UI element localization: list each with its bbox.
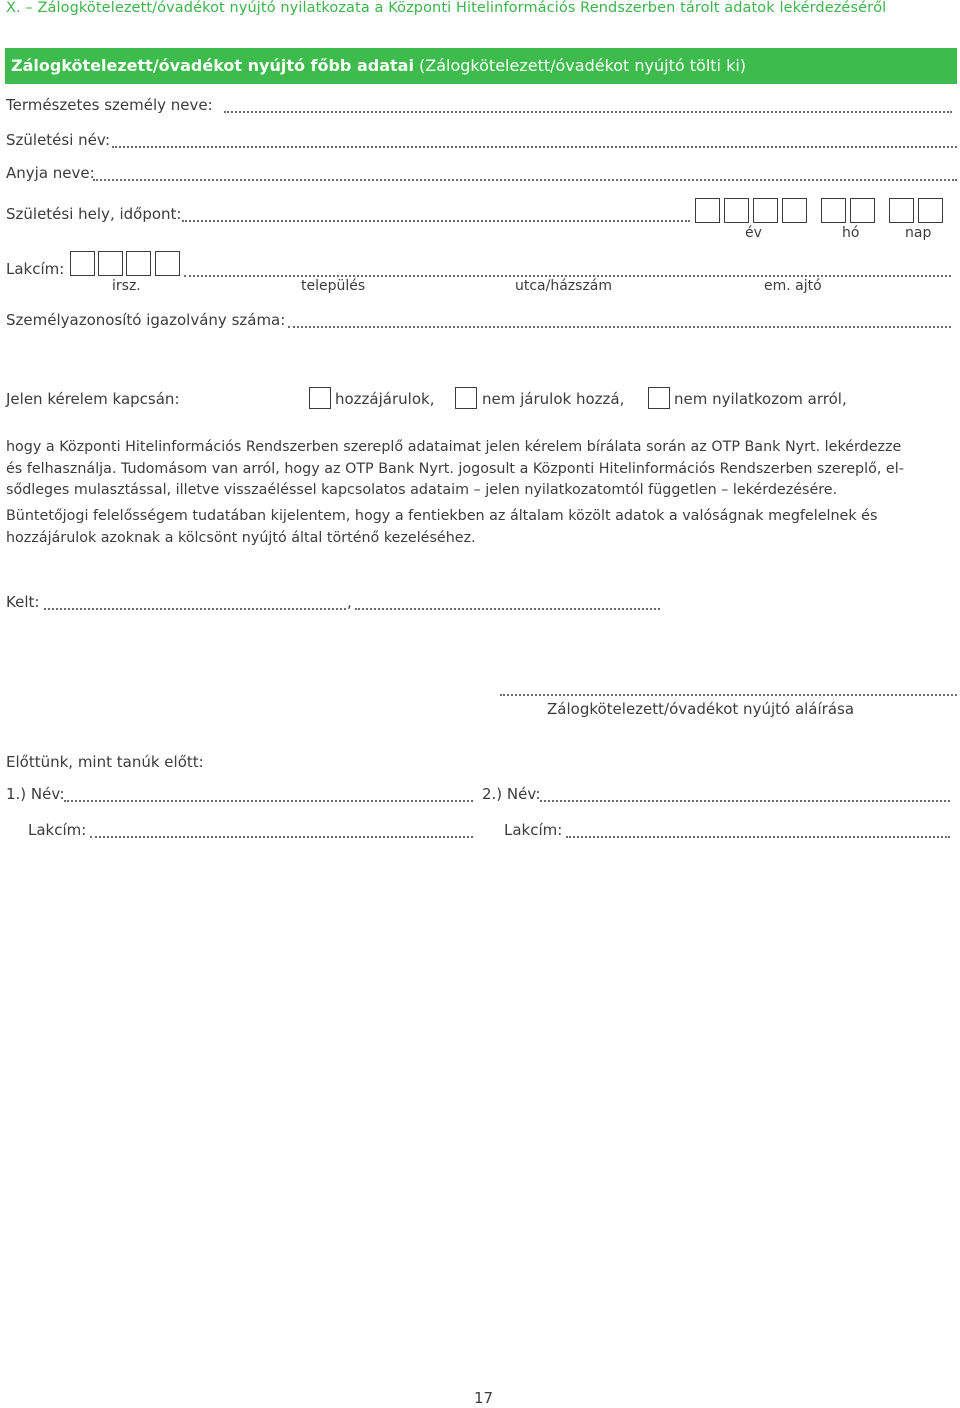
floor-door-caption: em. ajtó — [764, 278, 822, 294]
witness-1-address-field[interactable] — [90, 822, 473, 838]
witness-1-name-label: 1.) Név: — [6, 785, 65, 803]
dated-date-field[interactable] — [355, 594, 660, 610]
year-caption: év — [745, 225, 762, 241]
liability-paragraph — [6, 506, 956, 549]
section-bar-title: Zálogkötelezett/óvadékot nyújtó főbb adatai — [11, 56, 414, 75]
birth-place-date-label: Születési hely, időpont: — [6, 205, 182, 223]
consent-paragraph-line-3: sődleges mulasztással, illetve visszaéléssel kapcsolatos adataim – jelen nyilatkozatomtól független – lekérdezésére. — [6, 482, 838, 498]
consent-disagree-label: nem járulok hozzá, — [482, 390, 625, 408]
address-field[interactable] — [184, 261, 951, 277]
zip-digit-2-box[interactable] — [98, 251, 123, 276]
page-number: 17 — [474, 1389, 494, 1407]
section-bar — [5, 48, 957, 84]
signature-caption: Zálogkötelezett/óvadékot nyújtó aláírása — [547, 700, 855, 718]
consent-paragraph — [6, 437, 956, 502]
signature-field[interactable] — [500, 680, 957, 696]
witness-2-address-field[interactable] — [566, 822, 950, 838]
month-caption: hó — [842, 225, 860, 241]
id-card-label: Személyazonosító igazolvány száma: — [6, 311, 286, 329]
consent-paragraph-line-1: hogy a Központi Hitelinformációs Rendszerben szereplő adataimat jelen kérelem bírálata során az OTP Bank Nyrt. lekérdezze — [6, 439, 902, 455]
birth-name-label: Születési név: — [6, 131, 111, 149]
zip-digit-4-box[interactable] — [155, 251, 180, 276]
natural-person-name-label: Természetes személy neve: — [6, 96, 213, 114]
witness-2-name-label: 2.) Név: — [482, 785, 541, 803]
consent-paragraph-line-2: és felhasználja. Tudomásom van arról, hogy az OTP Bank Nyrt. jogosult a Központi Hitelinformációs Rendszerben szereplő, el- — [6, 460, 904, 477]
day-digit-2-box[interactable] — [918, 198, 943, 223]
witness-1-address-label: Lakcím: — [28, 821, 87, 839]
consent-disagree-checkbox[interactable] — [455, 387, 477, 409]
section-bar-note: (Zálogkötelezett/óvadékot nyújtó tölti ki) — [419, 56, 747, 75]
mother-name-field[interactable] — [93, 165, 957, 181]
dated-label: Kelt: — [6, 593, 40, 611]
liability-paragraph-line-2: hozzájárulok azoknak a kölcsönt nyújtó által történő kezeléséhez. — [6, 529, 476, 546]
witnesses-title: Előttünk, mint tanúk előtt: — [6, 753, 204, 771]
page-header-title: X. – Zálogkötelezett/óvadékot nyújtó nyilatkozata a Központi Hitelinformációs Rendszerben tárolt adatok lekérdezéséről — [6, 0, 887, 16]
year-digit-3-box[interactable] — [753, 198, 778, 223]
day-digit-1-box[interactable] — [889, 198, 914, 223]
witness-1-name-field[interactable] — [64, 786, 473, 802]
consent-agree-checkbox[interactable] — [309, 387, 331, 409]
day-caption: nap — [905, 225, 932, 241]
liability-paragraph-line-1: Büntetőjogi felelősségem tudatában kijelentem, hogy a fentiekben az általam közölt adatok a valóságnak megfelelnek és — [6, 508, 878, 524]
street-caption: utca/házszám — [515, 278, 613, 294]
witness-2-name-field[interactable] — [540, 786, 950, 802]
year-digit-1-box[interactable] — [695, 198, 720, 223]
witness-2-address-label: Lakcím: — [504, 821, 563, 839]
zip-caption: irsz. — [112, 278, 141, 294]
consent-no-statement-label: nem nyilatkozom arról, — [674, 390, 847, 408]
dated-place-field[interactable] — [44, 594, 346, 610]
mother-name-label: Anyja neve: — [6, 164, 95, 182]
dated-separator: , — [347, 593, 352, 611]
month-digit-1-box[interactable] — [821, 198, 846, 223]
zip-digit-1-box[interactable] — [70, 251, 95, 276]
month-digit-2-box[interactable] — [850, 198, 875, 223]
consent-no-statement-checkbox[interactable] — [648, 387, 670, 409]
zip-digit-3-box[interactable] — [126, 251, 151, 276]
natural-person-name-field[interactable] — [224, 97, 952, 113]
year-digit-2-box[interactable] — [724, 198, 749, 223]
consent-label: Jelen kérelem kapcsán: — [6, 390, 180, 408]
birth-name-field[interactable] — [112, 132, 957, 148]
id-card-field[interactable] — [288, 312, 951, 328]
year-digit-4-box[interactable] — [782, 198, 807, 223]
address-label: Lakcím: — [6, 260, 65, 278]
birth-place-field[interactable] — [182, 206, 690, 222]
consent-agree-label: hozzájárulok, — [335, 390, 435, 408]
settlement-caption: település — [301, 278, 366, 294]
